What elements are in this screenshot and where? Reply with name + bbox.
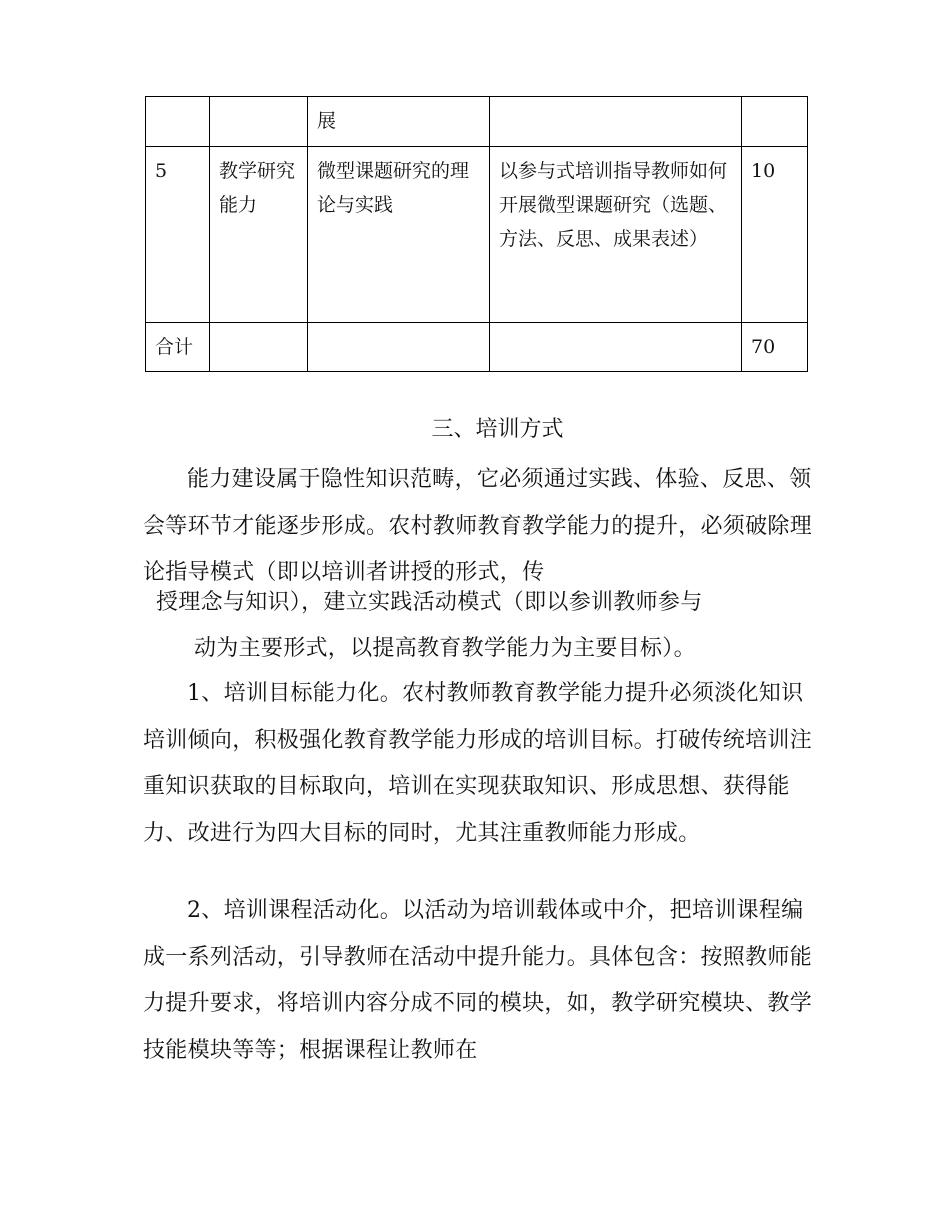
cell-content xyxy=(490,97,742,147)
course-table xyxy=(145,96,808,372)
cell-hours: 10 xyxy=(742,147,808,323)
cell-no: 5 xyxy=(146,147,210,323)
section-title: 三、培训方式 xyxy=(431,417,564,442)
paragraph-goal: 1、培训目标能力化。农村教师教育教学能力提升必须淡化知识培训倾向，积极强化教育教学能力形成的培训目标。打破传统培训注重知识获取的目标取向，培训在实现获取知识、形成思想、获得能力、改进行为四大目标的同时，尤其注重教师能力形成。 xyxy=(143,681,813,846)
cell-area: 教学研究能力 xyxy=(210,147,308,323)
table-row xyxy=(146,97,808,147)
paragraph-line: 动为主要形式，以提高教育教学能力为主要目标）。 xyxy=(194,636,696,661)
cell-topic: 展 xyxy=(308,97,490,147)
cell-topic xyxy=(308,323,490,372)
cell-content: 以参与式培训指导教师如何开展微型课题研究（选题、方法、反思、成果表述） xyxy=(490,147,742,323)
cell-no xyxy=(146,97,210,147)
paragraph-course: 2、培训课程活动化。以活动为培训载体或中介，把培训课程编成一系列活动，引导教师在活动中提升能力。具体包含：按照教师能力提升要求，将培训内容分成不同的模块，如，教学研究模块、教学技能模块等等；根据课程让教师在 xyxy=(143,898,813,1063)
paragraph-line: 授理念与知识），建立实践活动模式（即以参训教师参与 xyxy=(156,590,703,615)
table-row xyxy=(146,323,808,372)
cell-hours: 70 xyxy=(742,323,808,372)
cell-topic: 微型课题研究的理论与实践 xyxy=(308,147,490,323)
cell-area xyxy=(210,97,308,147)
paragraph-training-method: 能力建设属于隐性知识范畴，它必须通过实践、体验、反思、领会等环节才能逐步形成。农村教师教育教学能力的提升，必须破除理论指导模式（即以培训者讲授的形式，传 xyxy=(143,467,813,585)
table-row xyxy=(146,147,808,323)
cell-area xyxy=(210,323,308,372)
cell-content xyxy=(490,323,742,372)
cell-hours xyxy=(742,97,808,147)
cell-no: 合计 xyxy=(146,323,210,372)
